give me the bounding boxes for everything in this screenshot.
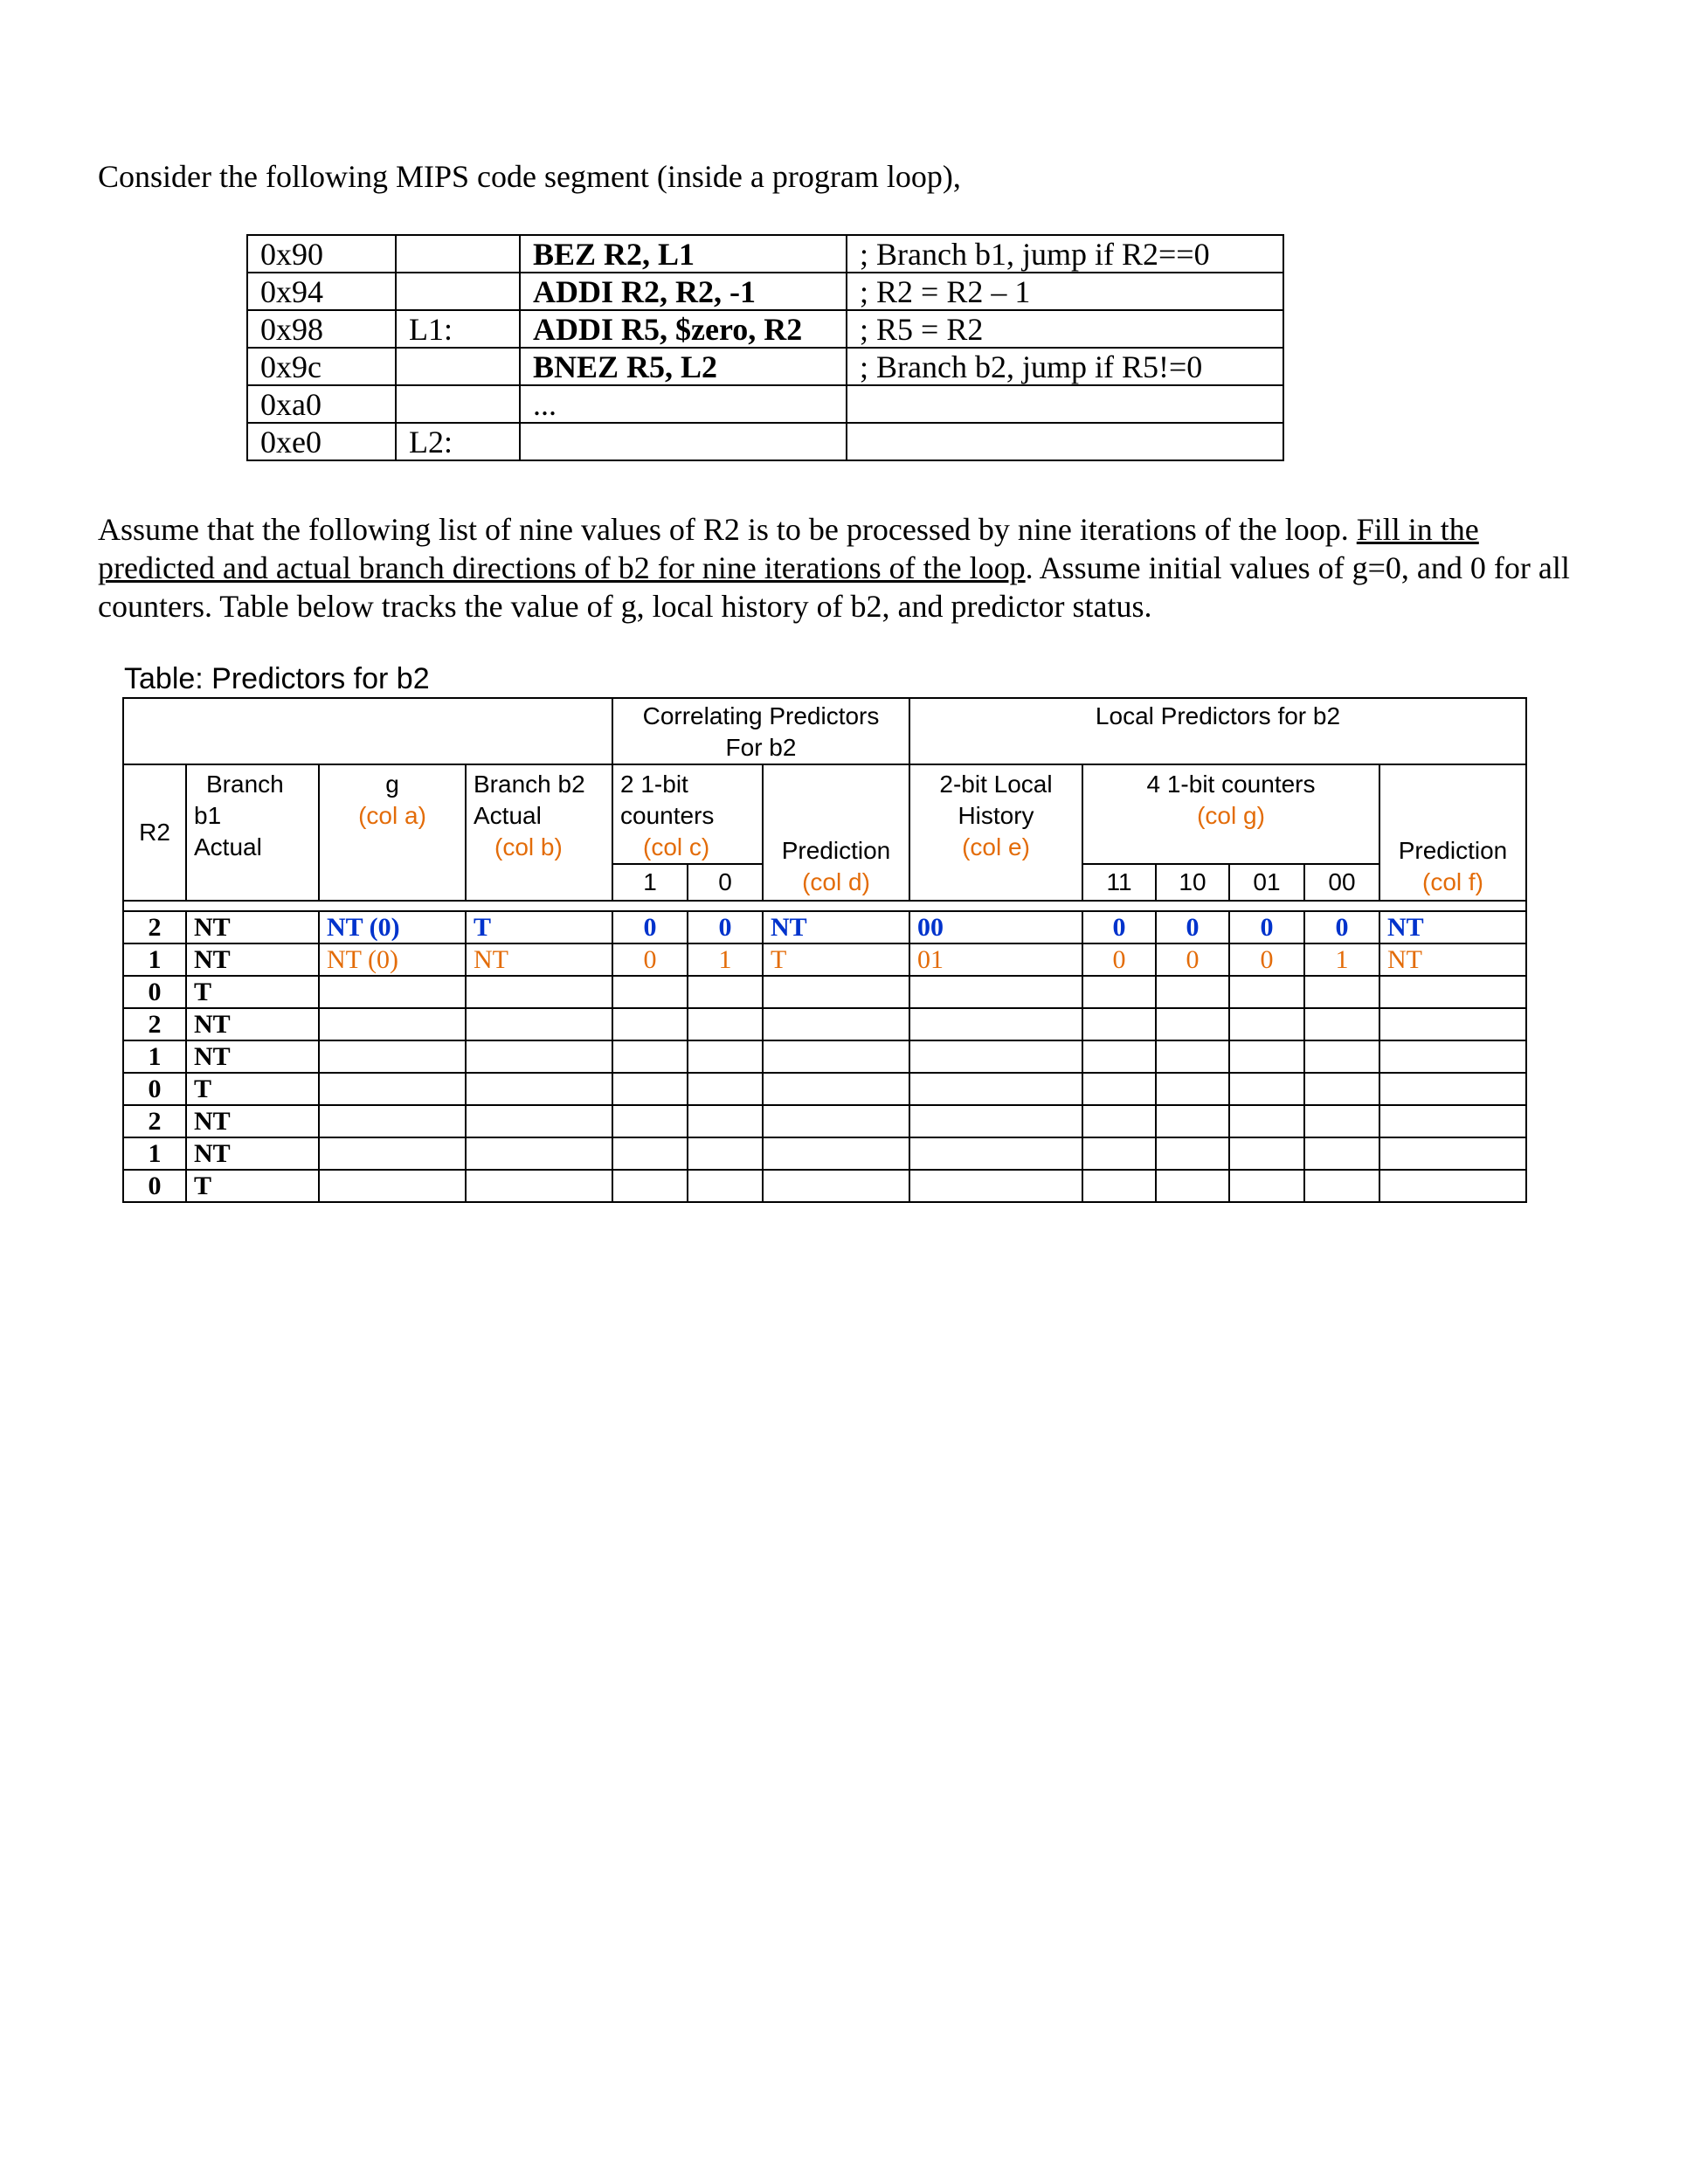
- local-00-cell: 0: [1304, 911, 1379, 943]
- local-history-cell: [909, 1040, 1082, 1073]
- code-table: [246, 234, 1284, 461]
- counter-0-cell: [688, 976, 763, 1008]
- local-history-header: [909, 764, 1082, 901]
- predictor-table: [122, 697, 1527, 1203]
- local-10-cell: 0: [1156, 943, 1229, 976]
- local-bit-10: 10: [1156, 864, 1229, 901]
- local-prediction-cell: [1379, 1137, 1526, 1170]
- corr-prediction-cell: [763, 1170, 909, 1202]
- local-title: Local Predictors for b2: [1095, 702, 1341, 729]
- table-row: [123, 911, 1526, 943]
- table-row: [123, 1040, 1526, 1073]
- counter-1-cell: [612, 1105, 688, 1137]
- g-cell: [319, 1073, 466, 1105]
- b2-actual-cell: [466, 976, 612, 1008]
- r2-cell: 1: [123, 1137, 186, 1170]
- code-address: 0x90: [247, 235, 396, 273]
- local-counters-header: [1082, 764, 1379, 864]
- paragraph-underlined: Fill in the predicted and actual branch directions of b2 for nine iterations of the loop: [98, 512, 1479, 585]
- local-10-cell: [1156, 976, 1229, 1008]
- header-spacer: [123, 901, 1526, 911]
- code-instruction: ADDI R2, R2, -1: [520, 273, 847, 310]
- g-cell: [319, 976, 466, 1008]
- code-instruction: [520, 423, 847, 460]
- counter-1-cell: [612, 1170, 688, 1202]
- counter-0-cell: [688, 1105, 763, 1137]
- b1-actual-cell: NT: [186, 1040, 319, 1073]
- local-11-cell: [1082, 1105, 1156, 1137]
- b1-actual-cell: NT: [186, 1137, 319, 1170]
- code-address: 0x94: [247, 273, 396, 310]
- g-header: [319, 764, 466, 901]
- local-prediction-cell: NT: [1379, 943, 1526, 976]
- r2-header: R2: [123, 764, 186, 901]
- local-11-cell: [1082, 1040, 1156, 1073]
- code-address: 0x98: [247, 310, 396, 348]
- code-instruction: ADDI R5, $zero, R2: [520, 310, 847, 348]
- local-01-cell: [1229, 1170, 1304, 1202]
- table-row: [123, 1170, 1526, 1202]
- corr-prediction-cell: [763, 1073, 909, 1105]
- code-table-body: [247, 235, 1283, 460]
- g-cell: [319, 1105, 466, 1137]
- code-row: [247, 235, 1283, 273]
- counter-0-cell: [688, 1073, 763, 1105]
- counters-line2: counters: [620, 802, 715, 829]
- b1-actual-cell: NT: [186, 943, 319, 976]
- b1-line2: b1: [194, 802, 222, 829]
- counters-header: [612, 764, 763, 864]
- r2-cell: 0: [123, 1073, 186, 1105]
- corr-prediction-cell: [763, 976, 909, 1008]
- local-prediction-col: (col f): [1422, 868, 1483, 895]
- b1-line3: Actual: [194, 833, 262, 860]
- b2-actual-header: [466, 764, 612, 901]
- g-cell: NT (0): [319, 911, 466, 943]
- g-col: (col a): [358, 802, 426, 829]
- code-instruction: BNEZ R5, L2: [520, 348, 847, 385]
- b1-actual-cell: NT: [186, 1008, 319, 1040]
- table-row: [123, 1073, 1526, 1105]
- local-prediction-cell: NT: [1379, 911, 1526, 943]
- counter-1-cell: 0: [612, 943, 688, 976]
- local-history-line1: 2-bit Local: [939, 771, 1053, 798]
- counter-0-cell: [688, 1008, 763, 1040]
- r2-cell: 0: [123, 1170, 186, 1202]
- predictor-table-body: [123, 911, 1526, 1202]
- local-10-cell: [1156, 1008, 1229, 1040]
- g-cell: NT (0): [319, 943, 466, 976]
- local-01-cell: [1229, 1105, 1304, 1137]
- local-history-cell: [909, 1073, 1082, 1105]
- r2-cell: 2: [123, 911, 186, 943]
- local-history-cell: [909, 1105, 1082, 1137]
- b2-actual-cell: [466, 1040, 612, 1073]
- counter-0-cell: [688, 1137, 763, 1170]
- code-label: L1:: [396, 310, 520, 348]
- code-address: 0x9c: [247, 348, 396, 385]
- code-row: [247, 385, 1283, 423]
- local-00-cell: [1304, 1073, 1379, 1105]
- local-bit-00: 00: [1304, 864, 1379, 901]
- local-01-cell: [1229, 976, 1304, 1008]
- correlating-header: [612, 698, 909, 764]
- local-00-cell: 1: [1304, 943, 1379, 976]
- local-10-cell: [1156, 1073, 1229, 1105]
- r2-cell: 1: [123, 943, 186, 976]
- local-11-cell: [1082, 1137, 1156, 1170]
- local-00-cell: [1304, 1170, 1379, 1202]
- local-prediction-cell: [1379, 1073, 1526, 1105]
- correlating-subtitle: For b2: [725, 734, 797, 761]
- b1-actual-cell: T: [186, 1170, 319, 1202]
- instructions-paragraph: [98, 510, 1601, 625]
- b1-actual-cell: T: [186, 976, 319, 1008]
- local-header: [909, 698, 1526, 764]
- local-01-cell: [1229, 1073, 1304, 1105]
- b2-line2: Actual: [474, 802, 542, 829]
- local-00-cell: [1304, 1137, 1379, 1170]
- r2-cell: 2: [123, 1105, 186, 1137]
- local-history-cell: [909, 1137, 1082, 1170]
- local-history-line2: History: [958, 802, 1034, 829]
- corr-prediction-title: Prediction: [781, 837, 891, 864]
- counter-0-cell: 1: [688, 943, 763, 976]
- local-01-cell: 0: [1229, 943, 1304, 976]
- local-11-cell: [1082, 1170, 1156, 1202]
- local-prediction-cell: [1379, 1008, 1526, 1040]
- local-history-cell: 01: [909, 943, 1082, 976]
- local-11-cell: [1082, 976, 1156, 1008]
- code-row: [247, 423, 1283, 460]
- local-10-cell: [1156, 1170, 1229, 1202]
- local-00-cell: [1304, 1008, 1379, 1040]
- counter-0-cell: [688, 1040, 763, 1073]
- corr-prediction-cell: [763, 1137, 909, 1170]
- r2-cell: 2: [123, 1008, 186, 1040]
- counter-1-cell: [612, 1008, 688, 1040]
- counter-0-cell: [688, 1170, 763, 1202]
- table-caption: Table: Predictors for b2: [124, 662, 430, 695]
- r2-cell: 1: [123, 1040, 186, 1073]
- local-prediction-cell: [1379, 1105, 1526, 1137]
- code-comment: [847, 385, 1283, 423]
- code-row: [247, 310, 1283, 348]
- local-11-cell: 0: [1082, 943, 1156, 976]
- local-history-cell: [909, 1170, 1082, 1202]
- corr-prediction-cell: [763, 1105, 909, 1137]
- local-01-cell: [1229, 1008, 1304, 1040]
- corr-prediction-cell: [763, 1040, 909, 1073]
- local-counters-title: 4 1-bit counters: [1146, 771, 1316, 798]
- code-instruction: BEZ R2, L1: [520, 235, 847, 273]
- local-01-cell: [1229, 1137, 1304, 1170]
- table-row: [123, 1137, 1526, 1170]
- local-00-cell: [1304, 976, 1379, 1008]
- local-history-cell: [909, 976, 1082, 1008]
- counters-col: (col c): [643, 833, 710, 860]
- local-history-cell: [909, 1008, 1082, 1040]
- paragraph-part1: Assume that the following list of nine values of R2 is to be processed by nine iterations of the loop.: [98, 512, 1357, 547]
- table-row: [123, 1105, 1526, 1137]
- code-row: [247, 348, 1283, 385]
- counters-line1: 2 1-bit: [620, 771, 688, 798]
- b1-actual-cell: NT: [186, 1105, 319, 1137]
- local-prediction-cell: [1379, 976, 1526, 1008]
- counter-1-cell: [612, 1137, 688, 1170]
- code-label: [396, 385, 520, 423]
- local-10-cell: [1156, 1105, 1229, 1137]
- local-01-cell: 0: [1229, 911, 1304, 943]
- local-counters-col: (col g): [1197, 802, 1265, 829]
- local-prediction-title: Prediction: [1398, 837, 1508, 864]
- code-address: 0xe0: [247, 423, 396, 460]
- local-01-cell: [1229, 1040, 1304, 1073]
- counter-1-cell: [612, 1073, 688, 1105]
- corr-prediction-cell: [763, 1008, 909, 1040]
- code-address: 0xa0: [247, 385, 396, 423]
- local-10-cell: 0: [1156, 911, 1229, 943]
- local-00-cell: [1304, 1105, 1379, 1137]
- table-row: [123, 943, 1526, 976]
- local-11-cell: 0: [1082, 911, 1156, 943]
- b1-actual-header: [186, 764, 319, 901]
- code-label: [396, 348, 520, 385]
- b2-actual-cell: [466, 1073, 612, 1105]
- b2-line1: Branch b2: [474, 771, 585, 798]
- local-bit-01: 01: [1229, 864, 1304, 901]
- counter-1-cell: 0: [612, 911, 688, 943]
- b2-actual-cell: T: [466, 911, 612, 943]
- b2-actual-cell: [466, 1008, 612, 1040]
- counter-bit-0: 0: [688, 864, 763, 901]
- counter-0-cell: 0: [688, 911, 763, 943]
- header-blank: [123, 698, 612, 764]
- b1-line1: Branch: [206, 771, 284, 798]
- code-instruction: ...: [520, 385, 847, 423]
- local-11-cell: [1082, 1008, 1156, 1040]
- corr-prediction-cell: NT: [763, 911, 909, 943]
- local-11-cell: [1082, 1073, 1156, 1105]
- code-comment: ; Branch b1, jump if R2==0: [847, 235, 1283, 273]
- counter-1-cell: [612, 1040, 688, 1073]
- corr-prediction-header: [763, 764, 909, 901]
- counter-1-cell: [612, 976, 688, 1008]
- local-prediction-cell: [1379, 1040, 1526, 1073]
- local-history-cell: 00: [909, 911, 1082, 943]
- b1-actual-cell: NT: [186, 911, 319, 943]
- corr-prediction-cell: T: [763, 943, 909, 976]
- code-comment: ; R2 = R2 – 1: [847, 273, 1283, 310]
- correlating-title: Correlating Predictors: [642, 702, 880, 729]
- counter-bit-1: 1: [612, 864, 688, 901]
- b2-actual-cell: NT: [466, 943, 612, 976]
- code-comment: ; R5 = R2: [847, 310, 1283, 348]
- b2-actual-cell: [466, 1137, 612, 1170]
- g-title: g: [385, 771, 399, 798]
- table-row: [123, 976, 1526, 1008]
- b2-actual-cell: [466, 1105, 612, 1137]
- code-label: [396, 273, 520, 310]
- code-comment: [847, 423, 1283, 460]
- local-bit-11: 11: [1082, 864, 1156, 901]
- g-cell: [319, 1008, 466, 1040]
- code-comment: ; Branch b2, jump if R5!=0: [847, 348, 1283, 385]
- local-10-cell: [1156, 1040, 1229, 1073]
- local-prediction-header: [1379, 764, 1526, 901]
- local-prediction-cell: [1379, 1170, 1526, 1202]
- intro-text: Consider the following MIPS code segment (inside a program loop),: [98, 159, 961, 194]
- code-label: L2:: [396, 423, 520, 460]
- local-10-cell: [1156, 1137, 1229, 1170]
- code-label: [396, 235, 520, 273]
- corr-prediction-col: (col d): [802, 868, 870, 895]
- code-row: [247, 273, 1283, 310]
- b2-col: (col b): [494, 833, 563, 860]
- g-cell: [319, 1170, 466, 1202]
- local-00-cell: [1304, 1040, 1379, 1073]
- r2-cell: 0: [123, 976, 186, 1008]
- g-cell: [319, 1040, 466, 1073]
- g-cell: [319, 1137, 466, 1170]
- table-row: [123, 1008, 1526, 1040]
- b2-actual-cell: [466, 1170, 612, 1202]
- local-history-col: (col e): [962, 833, 1030, 860]
- b1-actual-cell: T: [186, 1073, 319, 1105]
- paragraph-part2: . Assume initial values of g=0, and 0 for all counters. Table below tracks the value of g, local history of b2, and predictor status.: [98, 550, 1570, 624]
